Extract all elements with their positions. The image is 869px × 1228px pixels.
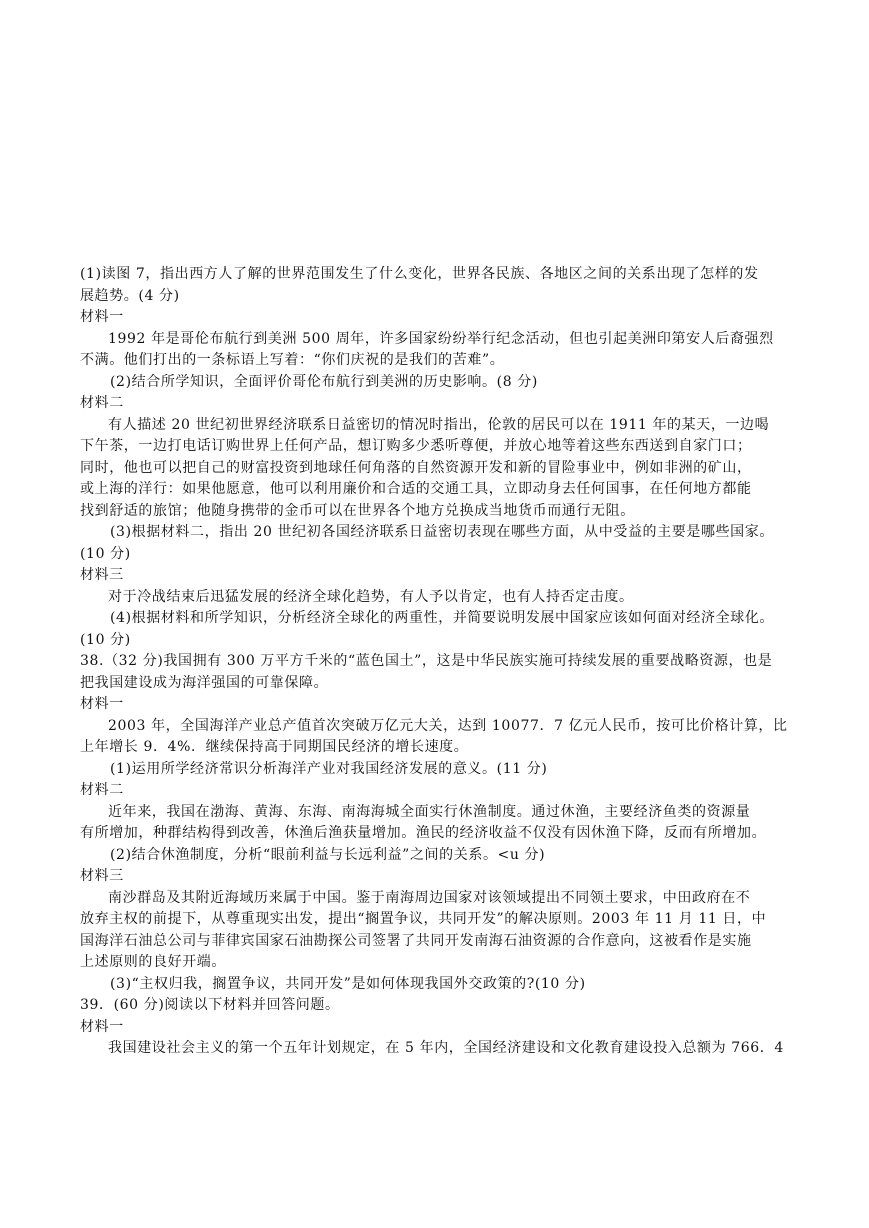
- text-line: 对于冷战结束后迅猛发展的经济全球化趋势，有人予以肯定，也有人持否定击度。: [108, 588, 634, 605]
- document-body: [80, 264, 792, 1060]
- text-line: 材料三: [80, 567, 124, 583]
- text-line: (2)结合休渔制度，分析“眼前利益与长远利益”之间的关系。<u 分): [110, 846, 546, 863]
- text-line: 材料二: [80, 395, 124, 411]
- text-line: 上述原则的良好开端。: [80, 954, 226, 970]
- text-line: 有人描述 20 世纪初世界经济联系日益密切的情况时指出，伦敦的居民可以在 1911 年的某天，一边喝: [108, 416, 770, 433]
- text-line: 同时，他也可以把自己的财富投资到地球任何角落的自然资源开发和新的冒险事业中，例如非洲的矿山，: [80, 459, 752, 476]
- text-line: 材料三: [80, 868, 124, 884]
- text-line: 不满。他们打出的一条标语上写着：“你们庆祝的是我们的苦难”。: [80, 352, 505, 368]
- text-line: (10 分): [80, 631, 131, 648]
- text-line: 材料一: [80, 1018, 124, 1035]
- text-line: 2003 年，全国海洋产业总产值首次突破万亿元大关，达到 10077．7 亿元人民币，按可比价格计算，比: [108, 717, 788, 734]
- text-line: 近年来，我国在渤海、黄海、东海、南海海城全面实行休渔制度。通过休渔，主要经济鱼类的资源量: [108, 803, 751, 820]
- text-line: (2)结合所学知识，全面评价哥伦布航行到美洲的历史影响。(8 分): [110, 373, 538, 390]
- text-line: 把我国建设成为海洋强国的可靠保障。: [80, 674, 329, 691]
- text-line: 或上海的洋行：如果他愿意，他可以利用廉价和合适的交通工具，立即动身去任何国事，在任何地方都能: [80, 481, 752, 497]
- text-line: 找到舒适的旅馆；他随身携带的金币可以在世界各个地方兑换成当地货币而通行无阻。: [80, 502, 635, 519]
- text-line: 有所增加，种群结构得到改善，休渔后渔获量增加。渔民的经济收益不仅没有因休渔下降，反而有所增加。: [80, 825, 767, 841]
- text-line: (10 分): [80, 545, 131, 562]
- text-line: 材料一: [80, 309, 124, 325]
- text-line: (3)“主权归我，搁置争议，共同开发”是如何体现我国外交政策的?(10 分): [110, 975, 586, 992]
- text-line: 1992 年是哥伦布航行到美洲 500 周年，许多国家纷纷举行纪念活动，但也引起美洲印第安人后裔强烈: [108, 330, 774, 347]
- text-line: (4)根据材料和所学知识，分析经济全球化的两重性，并简要说明发展中国家应该如何面对经济全球化。: [110, 610, 775, 626]
- text-line: 材料一: [80, 696, 124, 712]
- text-line: 放弃主权的前提下，从尊重现实出发，提出“搁置争议，共同开发”的解决原则。2003 年 11 月 11 日，中: [80, 911, 767, 927]
- text-line: 39．(60 分)阅读以下材料并回答问题。: [80, 997, 340, 1013]
- text-line: 国海洋石油总公司与菲律宾国家石油勘探公司签署了共同开发南海石油资源的合作意向，这被看作是实施: [80, 932, 752, 949]
- text-line: 展趋势。(4 分): [80, 287, 180, 304]
- text-line: 下午茶，一边打电话订购世界上任何产品，想订购多少悉听尊便，并放心地等着这些东西送到自家门口；: [80, 438, 752, 454]
- text-line: 38.（32 分)我国拥有 300 万平方千米的“蓝色国土”，这是中华民族实施可持续发展的重要战略资源，也是: [80, 653, 773, 669]
- text-line: 上年增长 9．4%．继续保持高于同期国民经济的增长速度。: [80, 739, 469, 755]
- text-line: 南沙群岛及其附近海域历来属于中国。鉴于南海周边国家对该领域提出不同领土要求，中田政府在不: [108, 889, 751, 906]
- text-line: 我国建设社会主义的第一个五年计划规定，在 5 年内，全国经济建设和文化教育建设投入总额为 766．4: [108, 1040, 784, 1056]
- text-line: (1)读图 7，指出西方人了解的世界范围发生了什么变化，世界各民族、各地区之间的关系出现了怎样的发: [80, 266, 759, 282]
- text-line: (3)根据材料二，指出 20 世纪初各国经济联系日益密切表现在哪些方面，从中受益的主要是哪些国家。: [110, 524, 774, 540]
- text-line: 材料二: [80, 782, 124, 798]
- text-line: (1)运用所学经济常识分析海洋产业对我国经济发展的意义。(11 分): [110, 760, 548, 777]
